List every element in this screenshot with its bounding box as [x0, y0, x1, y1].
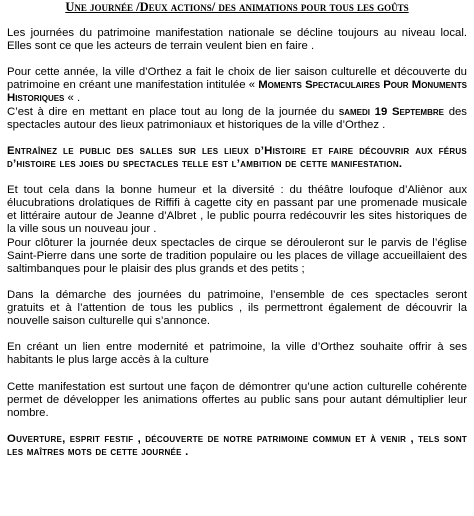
document-title: Une journée /Deux actions/ des animations pour tous les goûts: [65, 0, 409, 14]
event-date: samedi 19 Septembre: [338, 105, 444, 118]
paragraph-program: Et tout cela dans la bonne humeur et la diversité : du théâtre loufoque d’Aliènor aux élucubrations drolatiques de Riffifi à cagette city en passant par une promenade musicale et littéraire autour de Jeanne d’Albret , le public pourra redécouvrir les sites historiques de la ville sous un nouveau jour .: [7, 184, 467, 236]
paragraph-event-text-b: « .: [64, 92, 81, 105]
event-name: Moments Spectaculaires Pour Monuments Historiques: [7, 79, 467, 105]
paragraph-event: [7, 66, 467, 105]
paragraph-keywords: Ouverture, esprit festif , découverte de notre patrimoine commun et à venir , tels sont les maîtres mots de cette journée .: [7, 432, 467, 458]
paragraph-ambition: Entraînez le public des salles sur les lieux d’Histoire et faire découvrir aux férus d’histoire les joies du spectacles telle est l’ambition de cette manifestation.: [7, 144, 467, 170]
paragraph-culture-access: En créant un lien entre modernité et patrimoine, la ville d’Orthez souhaite offrir à ses habitants le plus large accès à la culture: [7, 341, 467, 367]
paragraph-date-text-a: C’est à dire en mettant en place tout au long de la journée du: [7, 105, 339, 118]
paragraph-cultural-action: Cette manifestation est surtout une façon de démontrer qu’une action culturelle cohérente permet de développer les animations offertes au public sans pour autant démultiplier leur nombre.: [7, 380, 467, 419]
paragraph-date-text-b: des spectacles autour des lieux patrimoniaux et historiques de la ville d’Orthez .: [7, 105, 467, 131]
paragraph-intro: Les journées du patrimoine manifestation nationale se décline toujours au niveau local. Elles sont ce que les acteurs de terrain veulent bien en faire .: [7, 27, 467, 53]
document-page: [7, 0, 467, 472]
paragraph-closing-show: Pour clôturer la journée deux spectacles de cirque se dérouleront sur le parvis de l’église Saint-Pierre dans une sorte de tradition populaire ou les places de village accueillaient des saltimbanques pour le plaisir des plus grands et des petits ;: [7, 236, 467, 275]
paragraph-event-text-a: Pour cette année, la ville d’Orthez a fait le choix de lier saison culturelle et découverte du patrimoine en créant une manifestation intitulée «: [7, 66, 467, 92]
paragraph-free-shows: Dans la démarche des journées du patrimoine, l’ensemble de ces spectacles seront gratuits et à l’attention de tous les publics , ils permettront également de découvrir la nouvelle saison culturelle qui s’annonce.: [7, 288, 467, 328]
paragraph-date: [7, 106, 467, 132]
